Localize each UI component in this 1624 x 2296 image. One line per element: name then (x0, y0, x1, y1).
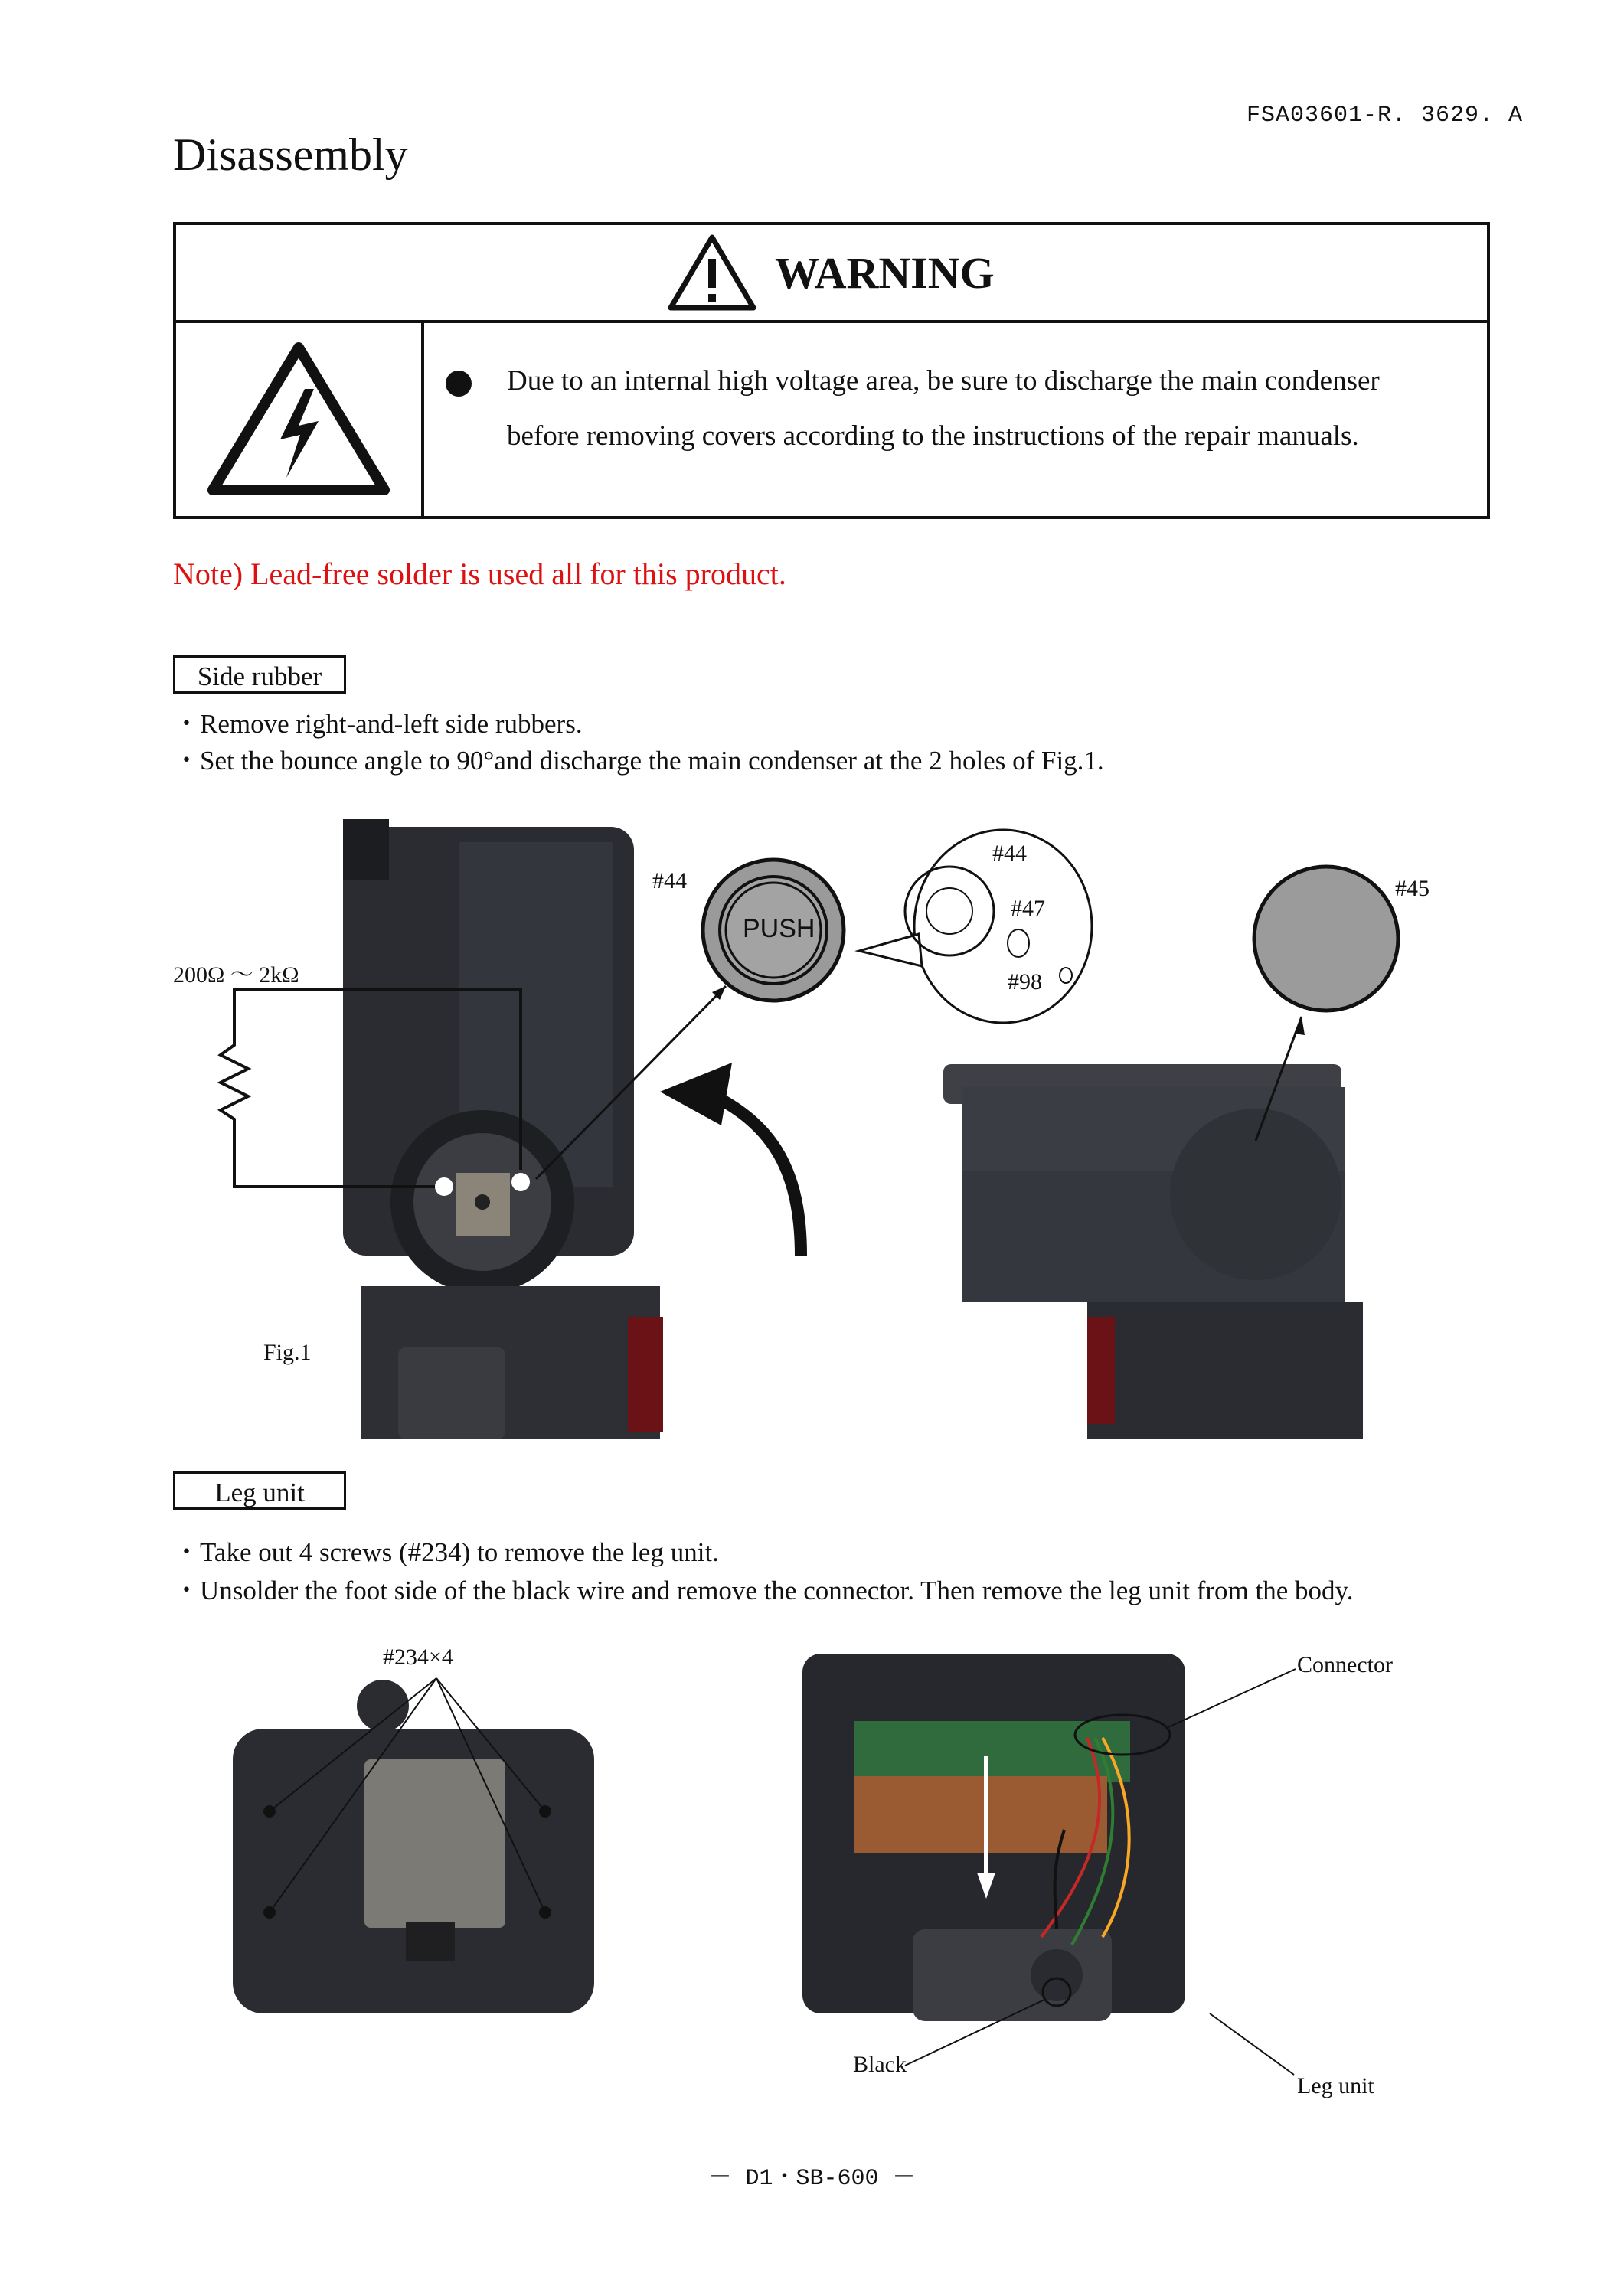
black-wire-label: Black (853, 2052, 907, 2077)
flash-internal-view-photo (802, 1654, 1185, 2021)
part-44-label-b: #44 (992, 841, 1027, 866)
rotate-arrow (712, 1095, 801, 1256)
flash-bounce-view-photo (943, 1064, 1363, 1439)
leg-unit-step-1: ・Take out 4 screws (#234) to remove the leg unit. (173, 1537, 719, 1567)
leg-unit-step-2: ・Unsolder the foot side of the black wire and remove the connector. Then remove the leg unit from the body. (173, 1576, 1354, 1605)
side-rubber-diagram (1254, 867, 1398, 1011)
leg-unit-illustration (0, 1646, 1624, 2121)
push-cap-text: PUSH (743, 914, 815, 943)
section-heading-leg-unit: Leg unit (173, 1471, 346, 1510)
exploded-parts-callout (859, 830, 1092, 1023)
screws-label: #234×4 (383, 1644, 453, 1670)
warning-box (173, 222, 1490, 519)
flash-bottom-view-photo (233, 1680, 594, 2013)
part-44-label-a: #44 (652, 868, 687, 893)
warning-line-2: before removing covers according to the instructions of the repair manuals. (507, 420, 1359, 452)
warning-bullet (446, 371, 472, 397)
high-voltage-icon (207, 341, 390, 495)
side-rubber-step-1: ・Remove right-and-left side rubbers. (173, 709, 583, 739)
part-47-label: #47 (1011, 896, 1045, 921)
part-45-label: #45 (1395, 876, 1430, 901)
rotate-arrowhead (660, 1063, 732, 1125)
resistance-label: 200Ω ～ 2kΩ (173, 962, 299, 988)
fig1-illustration (0, 812, 1624, 1439)
lead-free-note: Note) Lead-free solder is used all for this product. (173, 557, 786, 591)
warning-label: WARNING (775, 247, 995, 298)
document-id: FSA03601-R. 3629. A (1247, 103, 1524, 129)
high-voltage-cell (176, 323, 424, 516)
warning-line-1: Due to an internal high voltage area, be sure to discharge the main condenser (507, 365, 1380, 397)
warning-header (176, 225, 1487, 323)
fig1-caption: Fig.1 (263, 1340, 312, 1365)
page-footer: － D1・SB-600 － (708, 2166, 916, 2192)
part-98-label: #98 (1008, 969, 1042, 994)
side-rubber-step-2: ・Set the bounce angle to 90°and discharge the main condenser at the 2 holes of Fig.1. (173, 746, 1104, 776)
leg-unit-label: Leg unit (1297, 2073, 1374, 2098)
section-heading-side-rubber: Side rubber (173, 655, 346, 694)
caution-triangle-icon (666, 233, 758, 312)
page-title: Disassembly (173, 129, 408, 180)
flash-side-view-photo (343, 819, 663, 1439)
connector-label: Connector (1297, 1652, 1393, 1677)
